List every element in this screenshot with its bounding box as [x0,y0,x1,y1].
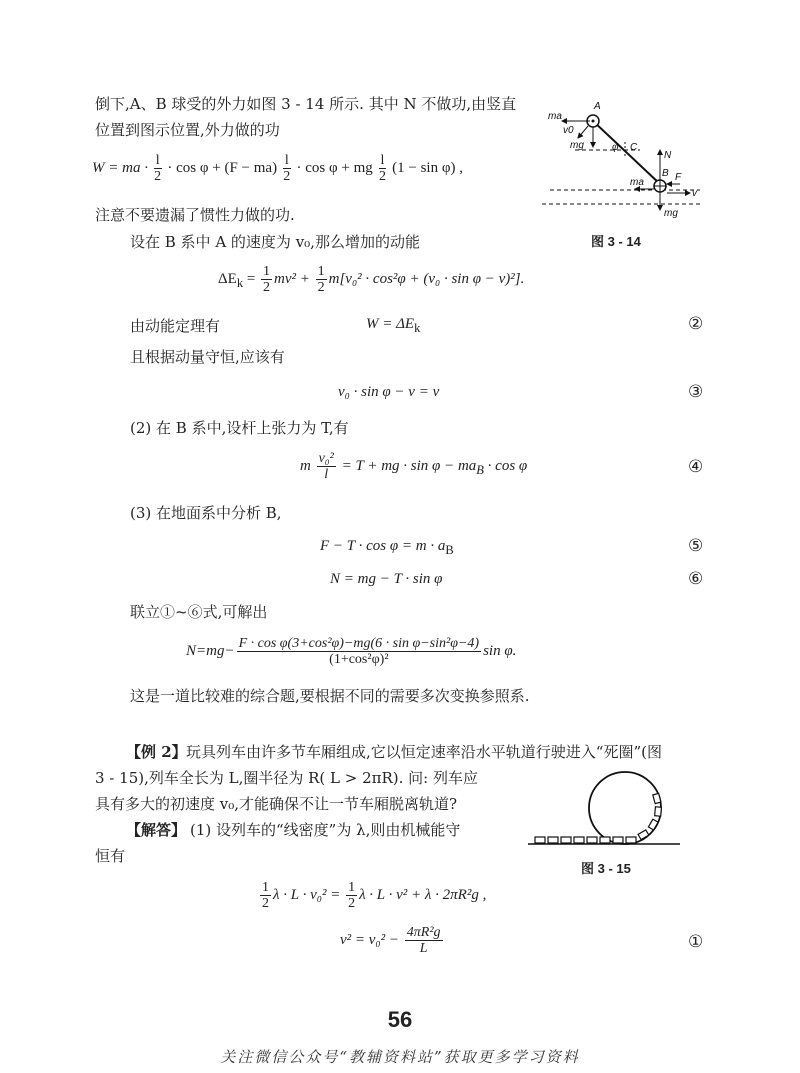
label: ma [630,177,644,188]
label: mg [570,140,584,151]
equation-6: N = mg − T · sin φ [330,571,443,587]
text-line: 玩具列车由许多节车厢组成,它以恒定速率沿水平轨道行驶进入“死圈”(图 [186,743,662,761]
equation-kinetic-energy: $\Delta E_k$ = $\frac{1}{2}$ mv² + $\frac{1}{2}$ m[v₀² · cos²φ + (v₀ · sin φ − v)²]. [218,264,525,295]
figure-3-14 [540,92,710,227]
solution-tag: 【解答】 [126,821,187,839]
figure-3-15 [520,770,685,850]
label: v [692,188,697,199]
text-line: 由动能定理有 [130,317,221,335]
equation-5: $F - T \cdot \cos \varphi = m \cdot a_B$ [320,538,454,557]
equation-normal-force: N=mg− $\frac{\text{F · cos φ(3+cos²φ)−mg(6 · sin φ−sin²φ−4)}}{\text{(1+cos²φ)²}}$ sin φ. [186,636,517,667]
example-tag: 【例 2】 [126,743,187,761]
equation-number: ③ [688,382,704,402]
label: N [664,150,672,161]
equation-work: W = ma · $\frac{l}{2}$ · cos φ + (F − ma) $\frac{l}{2}$ · cos φ + mg $\frac{l}{2}$ (1 − sin φ) , [92,153,464,184]
label: v0 [563,125,574,136]
label: A [594,101,601,112]
equation-4: m $\frac{\text{v₀²}}{l}$ = T + mg · $\sin \varphi - ma_B \cdot \cos \varphi$ [300,451,528,482]
label: C [630,142,638,153]
label: φ [612,142,619,153]
text-line: 具有多大的初速度 v₀,才能确保不让一节车厢脱离轨道? [95,795,458,813]
text-line: 设在 B 系中 A 的速度为 v₀,那么增加的动能 [130,233,420,251]
footer-note: 关注微信公众号“教辅资料站”获取更多学习资料 [220,1048,580,1066]
text-line: (1) 设列车的“线密度”为 λ,则由机械能守 [190,821,461,839]
text-line: (3) 在地面系中分析 B, [130,504,282,522]
equation-number: ① [688,932,704,952]
text-line: 且根据动量守恒,应该有 [130,348,285,366]
rod [593,121,660,184]
text-line: 注意不要遗漏了惯性力做的功. [95,206,295,224]
equation-2: $W = \Delta E_k$ [366,316,421,335]
figure-caption: 图 3 - 15 [581,861,631,876]
equation-velocity: v² = v₀² − $\frac{\text{4πR²g}}{L}$ [340,925,441,956]
label: mg [664,208,678,219]
text-line: 恒有 [95,847,126,865]
text-line: 联立①~⑥式,可解出 [130,603,268,621]
text-line: (2) 在 B 系中,设杆上张力为 T,有 [130,419,349,437]
loop [589,772,661,844]
text-line: 位置到图示位置,外力做的功 [95,121,280,139]
page-number: 56 [387,1007,413,1032]
equation-energy-conservation: $\frac{1}{2}$ λ · L · v₀² = $\frac{1}{2}$ λ · L · v² + λ · 2πR²g , [262,880,487,911]
equation-number: ⑤ [688,536,704,556]
text-line: 3 - 15),列车全长为 L,圈半径为 R( L > 2πR). 问: 列车应 [95,769,479,787]
equation-3: v₀ · sin φ − v = v [338,384,440,400]
equation-number: ④ [688,457,704,477]
train-cars [535,793,661,843]
text-line: 这是一道比较难的综合题,要根据不同的需要多次变换参照系. [130,687,530,705]
equation-number: ② [688,314,704,334]
label: B [662,168,669,179]
label: F [675,172,682,183]
equation-number: ⑥ [688,569,704,589]
text-line: 倒下,A、B 球受的外力如图 3 - 14 所示. 其中 N 不做功,由竖直 [95,95,517,113]
label: ma [548,111,562,122]
figure-caption: 图 3 - 14 [591,234,641,249]
